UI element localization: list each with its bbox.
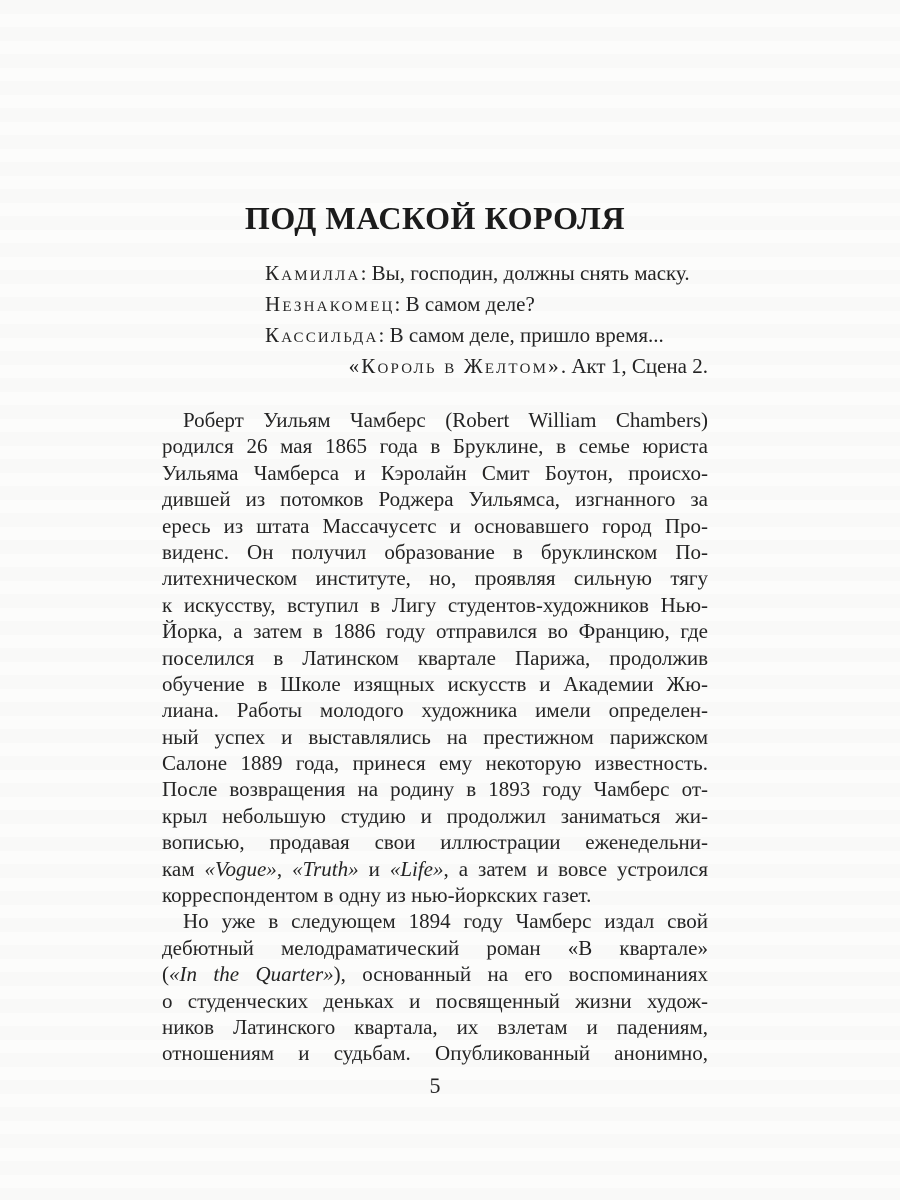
epigraph-speech: : В самом деле, пришло время...	[378, 323, 664, 347]
italic-run: «Truth»	[292, 856, 359, 881]
text-run: Роберт Уильям Чамберс (Robert William Chambers)	[183, 408, 708, 432]
text-line	[162, 618, 708, 644]
italic-run: «In the Quarter»	[169, 962, 334, 987]
text-run: обучение в Школе изящных искусств и Академии Жю-	[162, 671, 708, 696]
text-run: ,	[276, 856, 293, 881]
text-run: родился 26 мая 1865 года в Бруклине, в семье юриста	[162, 434, 708, 459]
text-run: ный успех и выставлялись на престижном парижском	[162, 724, 708, 749]
text-run: ников Латинского квартала, их взлетам и падениям,	[162, 1014, 708, 1039]
text-line	[162, 935, 708, 961]
text-line	[162, 776, 708, 802]
text-run: литехническом институте, но, проявляя сильную тягу	[162, 566, 708, 591]
epigraph-line	[265, 258, 708, 289]
text-run: После возвращения на родину в 1893 году Чамберс от-	[162, 777, 708, 802]
text-line	[162, 856, 708, 882]
epigraph-speaker: Незнакомец	[265, 292, 395, 316]
epigraph	[265, 258, 708, 382]
text-run: вописью, продавая свои иллюстрации еженедельни-	[162, 830, 708, 855]
text-run: Уильяма Чамберса и Кэролайн Смит Боутон, происхо-	[162, 460, 708, 485]
epigraph-speaker: Камилла	[265, 261, 361, 285]
text-run: корреспондентом в одну из нью-йоркских газет.	[162, 883, 592, 908]
text-run: о студенческих деньках и посвященный жизни худож-	[162, 988, 708, 1013]
text-line	[162, 724, 708, 750]
italic-run: «Vogue»	[204, 856, 277, 881]
epigraph-line	[265, 289, 708, 320]
text-line	[162, 645, 708, 671]
text-line	[162, 961, 708, 987]
text-run: Йорка, а затем в 1886 году отправился во Францию, где	[162, 619, 708, 644]
text-run: отношениям и судьбам. Опубликованный анонимно,	[162, 1041, 708, 1066]
text-line	[162, 1014, 708, 1040]
text-line	[162, 671, 708, 697]
text-line	[162, 460, 708, 486]
body-text	[162, 407, 708, 1067]
text-run: виденс. Он получил образование в бруклинском По-	[162, 539, 708, 564]
text-line	[162, 513, 708, 539]
paragraph	[162, 407, 708, 908]
text-run: , а затем и вовсе устроился	[443, 856, 708, 881]
epigraph-source-detail: . Акт 1, Сцена 2.	[560, 354, 708, 378]
text-run: дившей из потомков Роджера Уильямса, изгнанного за	[162, 487, 708, 512]
text-line	[162, 697, 708, 723]
text-line	[162, 539, 708, 565]
text-line	[162, 988, 708, 1014]
text-run: поселился в Латинском квартале Парижа, продолжив	[162, 645, 708, 670]
text-line	[162, 750, 708, 776]
text-line	[162, 882, 708, 908]
text-line	[162, 1040, 708, 1066]
text-run: крыл небольшую студию и продолжил заниматься жи-	[162, 803, 708, 828]
epigraph-line	[265, 320, 708, 351]
text-run: (	[162, 962, 169, 987]
text-run: Салоне 1889 года, принеся ему некоторую известность.	[162, 751, 708, 776]
italic-run: «Life»	[389, 856, 444, 881]
text-run: кам	[162, 856, 205, 881]
epigraph-lines	[265, 258, 708, 351]
text-line	[162, 829, 708, 855]
text-line	[162, 592, 708, 618]
text-run: ересь из штата Массачусетс и основавшего город Про-	[162, 513, 708, 538]
text-run: ), основанный на его воспоминаниях	[333, 962, 708, 987]
epigraph-source: «Король в Желтом»	[348, 354, 561, 378]
text-line	[162, 908, 708, 934]
text-line	[162, 803, 708, 829]
text-line	[162, 433, 708, 459]
text-run: к искусству, вступил в Лигу студентов-художников Нью-	[162, 592, 708, 617]
text-line	[162, 565, 708, 591]
chapter-title: ПОД МАСКОЙ КОРОЛЯ	[244, 200, 626, 236]
paragraph	[162, 908, 708, 1066]
epigraph-speech: : В самом деле?	[394, 292, 535, 316]
epigraph-speech: : Вы, господин, должны снять маску.	[360, 261, 690, 285]
text-run: Но уже в следующем 1894 году Чамберс издал свой	[183, 909, 708, 934]
epigraph-speaker: Кассильда	[265, 323, 379, 347]
page-number: 5	[429, 1073, 441, 1098]
text-run: дебютный мелодраматический роман «В квартале»	[162, 935, 708, 960]
text-run: лиана. Работы молодого художника имели определен-	[162, 698, 708, 723]
text-line	[162, 407, 708, 433]
text-line	[162, 486, 708, 512]
epigraph-attribution	[265, 351, 708, 382]
text-run: и	[358, 856, 390, 881]
